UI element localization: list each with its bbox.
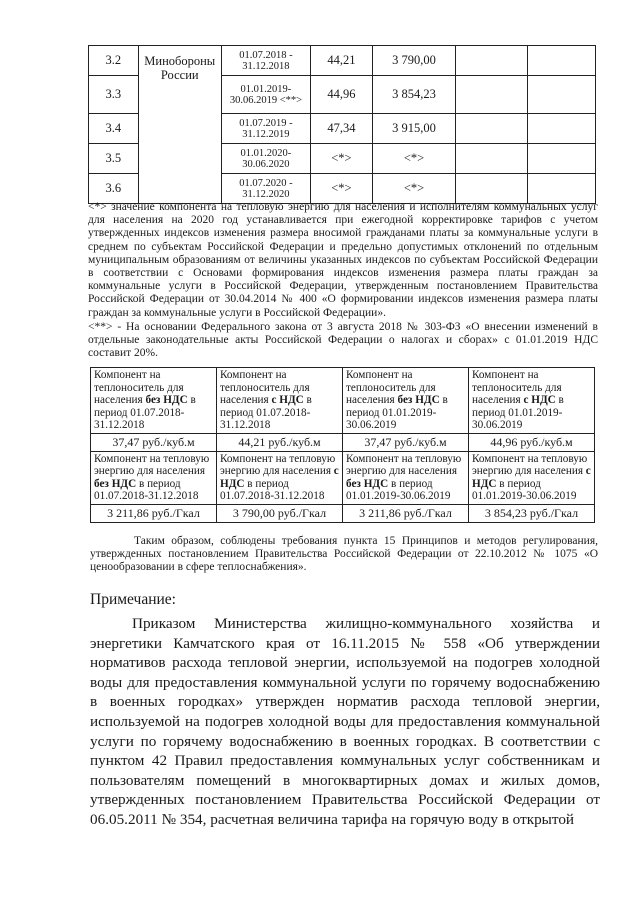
value-cell: <*> [310,144,372,174]
period-cell: 01.07.2018 - 31.12.2018 [221,46,310,76]
component-value: 3 211,86 руб./Гкал [91,504,217,522]
empty-cell [528,174,596,204]
component-description: Компонент на тепловую энергию для населения без НДС в период 01.01.2019-30.06.2019 [343,451,469,504]
component-description: Компонент на тепловую энергию для населения с НДС в период 01.07.2018-31.12.2018 [217,451,343,504]
empty-cell [456,174,528,204]
component-description: Компонент на тепловую энергию для населения без НДС в период 01.07.2018-31.12.2018 [91,451,217,504]
table-row [89,46,596,76]
empty-cell [456,46,528,76]
table-row [91,433,595,451]
component-value: 3 211,86 руб./Гкал [343,504,469,522]
period-cell: 01.07.2020 - 31.12.2020 [221,174,310,204]
empty-cell [456,144,528,174]
row-number: 3.3 [89,76,139,114]
empty-cell [456,114,528,144]
component-description: Компонент на тепловую энергию для населения с НДС в период 01.01.2019-30.06.2019 [469,451,595,504]
table-row [91,504,595,522]
value-cell: 47,34 [310,114,372,144]
component-value: 37,47 руб./куб.м [343,433,469,451]
row-number: 3.2 [89,46,139,76]
component-description: Компонент на теплоноситель для населения с НДС в период 01.07.2018-31.12.2018 [217,368,343,434]
component-description: Компонент на теплоноситель для населения без НДС в период 01.01.2019-30.06.2019 [343,368,469,434]
note-heading: Примечание: [90,591,176,608]
value-cell: <*> [372,174,455,204]
empty-cell [528,144,596,174]
star-footnote: <*> значение компонента на тепловую энергию для населения и исполнителям коммунальных услуг для населения на 2020 год устанавливается при ежегодной корректировке тарифов с учетом утвержденных индексов изменения размера вносимой гражданами платы за коммунальные услуги в среднем по субъектам Российской Федерации и предельно допустимых отклонений по отдельным муниципальным образованиям от величины указанных индексов по субъектам Российской Федерации в соответствии с Основами формирования индексов изменения размера платы граждан за коммунальные услуги в Российской Федерации, утвержденным постановлением Правительства Российской Федерации от 30.04.2014 № 400 «О формировании индексов изменения размера платы граждан за коммунальные услуги в Российской Федерации». [88,201,598,319]
component-value: 3 790,00 руб./Гкал [217,504,343,522]
row-number: 3.6 [89,174,139,204]
double-star-footnote: <**> - На основании Федерального закона от 3 августа 2018 № 303-ФЗ «О внесении изменений в отдельные законодательные акты Российской Федерации о налогах и сборах» с 01.01.2019 НДС составит 20%. [88,321,598,360]
component-description: Компонент на теплоноситель для населения с НДС в период 01.01.2019-30.06.2019 [469,368,595,434]
period-cell: 01.07.2019 - 31.12.2019 [221,114,310,144]
value-cell: 3 854,23 [372,76,455,114]
period-cell: 01.01.2019- 30.06.2019 <**> [221,76,310,114]
note-paragraph: Приказом Министерства жилищно-коммунального хозяйства и энергетики Камчатского края от 16.11.2015 № 558 «Об утверждении нормативов расхода тепловой энергии, используемой на подогрев холодной воды для предоставления коммунальной услуги по горячему водоснабжению в военных городках» утвержден норматив расхода тепловой энергии, используемой на подогрев холодной воды для предоставления коммунальной услуги по горячему водоснабжению в военных городках. В соответствии с пунктом 42 Правил предоставления коммунальных услуг собственникам и пользователям помещений в многоквартирных домах и жилых домов, утвержденных постановлением Правительства Российской Федерации от 06.05.2011 № 354, расчетная величина тарифа на горячую воду в открытой [90,615,600,828]
component-value: 37,47 руб./куб.м [91,433,217,451]
empty-cell [456,76,528,114]
value-cell: 44,96 [310,76,372,114]
period-cell: 01.01.2020- 30.06.2020 [221,144,310,174]
component-table [90,367,595,523]
table-row [91,368,595,434]
organization-cell: Минобороны России [138,46,221,204]
component-value: 44,21 руб./куб.м [217,433,343,451]
value-cell: <*> [372,144,455,174]
empty-cell [528,76,596,114]
value-cell: 44,21 [310,46,372,76]
row-number: 3.4 [89,114,139,144]
tariff-table [88,45,596,204]
empty-cell [528,114,596,144]
component-value: 3 854,23 руб./Гкал [469,504,595,522]
row-number: 3.5 [89,144,139,174]
component-description: Компонент на теплоноситель для населения без НДС в период 01.07.2018-31.12.2018 [91,368,217,434]
component-value: 44,96 руб./куб.м [469,433,595,451]
value-cell: 3 790,00 [372,46,455,76]
empty-cell [528,46,596,76]
value-cell: 3 915,00 [372,114,455,144]
table-row [91,451,595,504]
conclusion-paragraph: Таким образом, соблюдены требования пункта 15 Принципов и методов регулирования, утвержденных постановлением Правительства Российской Федерации от 22.10.2012 № 1075 «О ценообразовании в сфере теплоснабжения». [90,535,598,574]
value-cell: <*> [310,174,372,204]
